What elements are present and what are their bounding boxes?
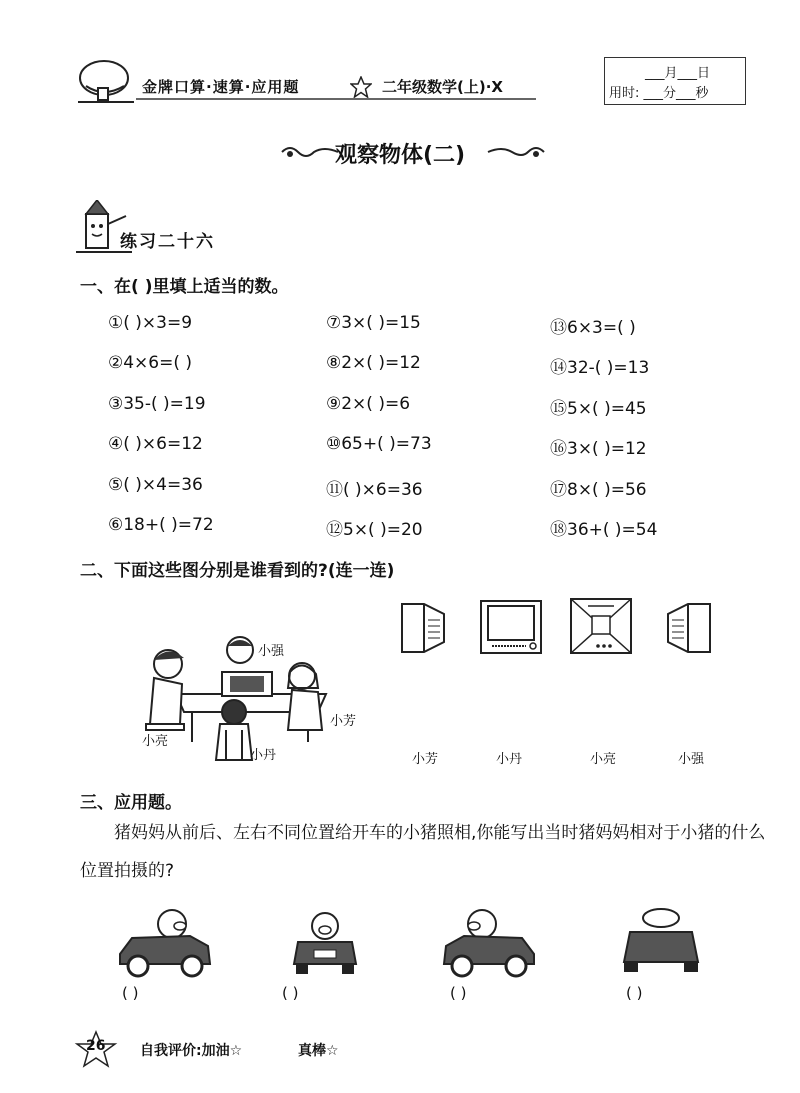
answer-name: 小丹 bbox=[496, 752, 523, 767]
answer-name: 小亮 bbox=[590, 752, 617, 767]
tv-left-side-view bbox=[398, 600, 448, 656]
scene-label: 小芳 bbox=[330, 714, 357, 729]
equation-item: ①( )×3=9 bbox=[108, 313, 193, 333]
pig-car-front-view bbox=[290, 910, 360, 978]
equation-item: ⑤( )×4=36 bbox=[108, 475, 203, 495]
series-title: 金牌口算·速算·应用题 bbox=[142, 78, 300, 96]
right-ornament bbox=[486, 142, 546, 162]
equation-item: ⑮5×( )=45 bbox=[550, 399, 647, 419]
great-label: 真棒☆ bbox=[298, 1043, 339, 1059]
scene-label: 小亮 bbox=[142, 734, 169, 749]
answer-name: 小芳 bbox=[412, 752, 439, 767]
mushroom-logo bbox=[76, 56, 136, 104]
problem-text: 猪妈妈从前后、左右不同位置给开车的小猪照相,你能写出当时猪妈妈相对于小猪的什么位置拍摄的? bbox=[80, 823, 766, 881]
section2-heading: 二、下面这些图分别是谁看到的?(连一连) bbox=[80, 561, 395, 581]
answer-blank[interactable]: ( ) bbox=[122, 984, 139, 1002]
section3-heading: 三、应用题。 bbox=[80, 793, 182, 813]
self-eval-label: 自我评价:加油☆ bbox=[140, 1043, 243, 1059]
page-number: 26 bbox=[86, 1038, 106, 1054]
tv-right-side-view bbox=[664, 600, 714, 656]
answer-blank[interactable]: ( ) bbox=[450, 984, 467, 1002]
equation-item: ④( )×6=12 bbox=[108, 434, 203, 454]
answer-name: 小强 bbox=[678, 752, 705, 767]
equation-item: ⑧2×( )=12 bbox=[326, 353, 421, 373]
equation-item: ⑥18+( )=72 bbox=[108, 515, 214, 535]
equation-item: ⑪( )×6=36 bbox=[326, 480, 423, 500]
equation-item: ⑭32-( )=13 bbox=[550, 358, 650, 378]
equation-item: ②4×6=( ) bbox=[108, 353, 193, 373]
equation-item: ⑬6×3=( ) bbox=[550, 318, 636, 338]
scene-label: 小强 bbox=[258, 644, 285, 659]
star-icon bbox=[350, 76, 372, 98]
equation-item: ③35-( )=19 bbox=[108, 394, 206, 414]
scene-label: 小丹 bbox=[250, 748, 277, 763]
equation-item: ⑯3×( )=12 bbox=[550, 439, 647, 459]
answer-blank[interactable]: ( ) bbox=[282, 984, 299, 1002]
subject-title: 二年级数学(上)·X bbox=[382, 78, 503, 96]
equation-item: ⑩65+( )=73 bbox=[326, 434, 432, 454]
pig-car-side-view bbox=[114, 906, 214, 978]
tv-front-view bbox=[478, 598, 544, 656]
equation-item: ⑰8×( )=56 bbox=[550, 480, 647, 500]
children-around-tv-illustration bbox=[136, 634, 362, 764]
section1-heading: 一、在( )里填上适当的数。 bbox=[80, 277, 289, 297]
equation-item: ⑱36+( )=54 bbox=[550, 520, 658, 540]
page-title: 观察物体(二) bbox=[334, 143, 466, 168]
equation-item: ⑨2×( )=6 bbox=[326, 394, 411, 414]
equation-item: ⑦3×( )=15 bbox=[326, 313, 421, 333]
equation-item: ⑫5×( )=20 bbox=[326, 520, 423, 540]
date-line: ___月___日 bbox=[645, 66, 711, 81]
exercise-label: 练习二十六 bbox=[120, 232, 215, 252]
date-time-box bbox=[604, 57, 746, 105]
header-rule bbox=[136, 98, 536, 100]
tv-back-view bbox=[568, 596, 634, 656]
answer-blank[interactable]: ( ) bbox=[626, 984, 643, 1002]
pig-car-back-view bbox=[616, 906, 706, 978]
time-line: 用时: ___分___秒 bbox=[609, 86, 709, 101]
pig-car-side-view-2 bbox=[440, 906, 540, 978]
